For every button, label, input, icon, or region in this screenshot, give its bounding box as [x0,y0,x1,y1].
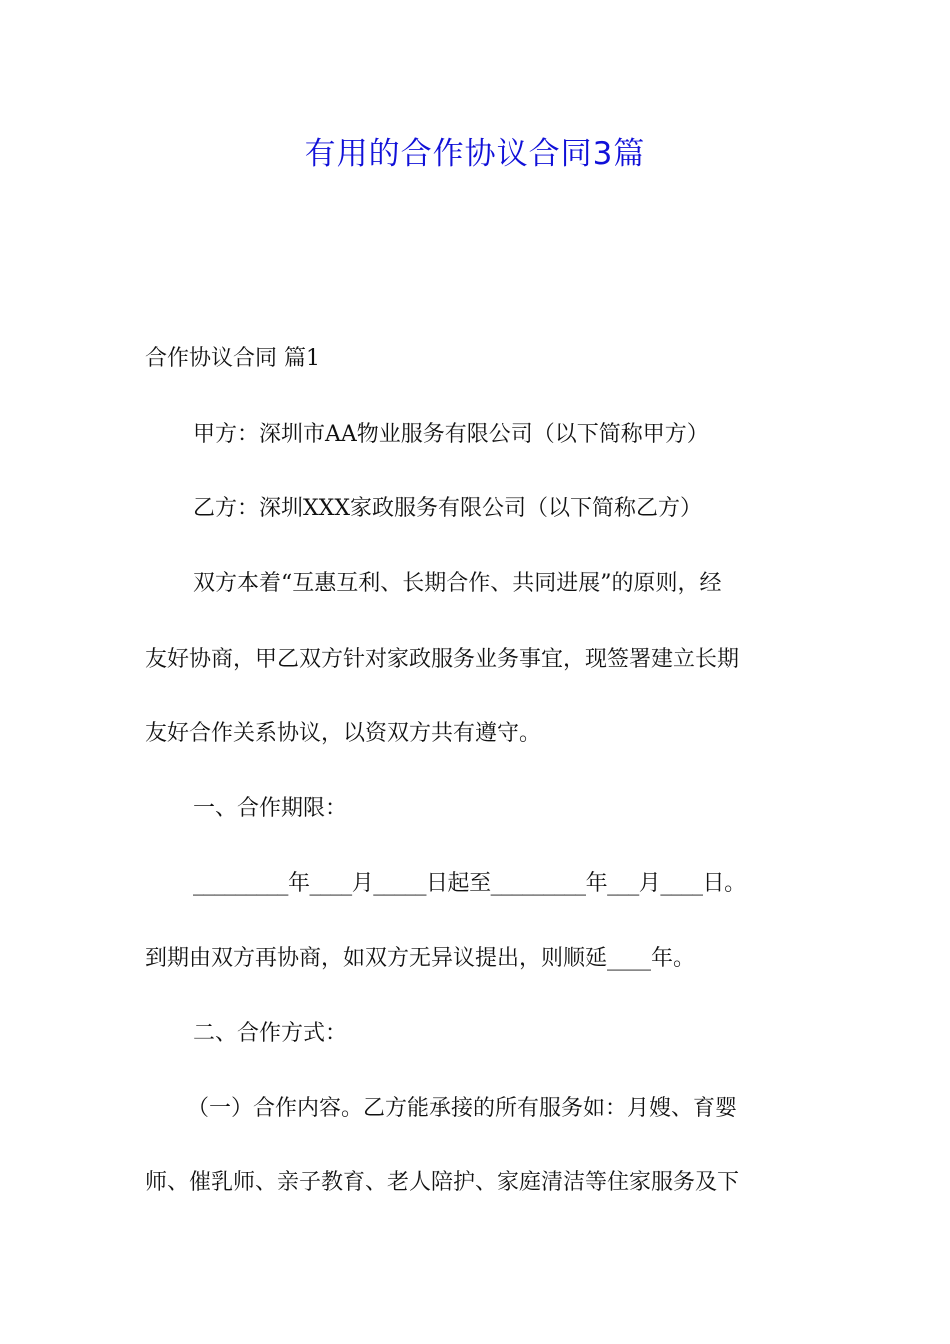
paragraph-line: 师、催乳师、亲子教育、老人陪护、家庭清洁等住家服务及下 [145,1170,740,1195]
party-b-line: 乙方：深圳XXX家政服务有限公司（以下简称乙方） [193,496,702,521]
clause-heading: 二、合作方式： [193,1021,348,1046]
date-blanks-line: _________年____月_____日起至_________年___月____日。 [193,871,746,896]
paragraph-line: （一）合作内容。乙方能承接的所有服务如：月嫂、育婴 [187,1096,738,1121]
paragraph-line: 友好合作关系协议，以资双方共有遵守。 [145,721,542,746]
paragraph-line: 友好协商，甲乙双方针对家政服务业务事宜，现签署建立长期 [145,647,740,672]
paragraph-line: 双方本着“互惠互利、长期合作、共同进展”的原则，经 [193,571,722,596]
party-a-line: 甲方：深圳市AA物业服务有限公司（以下简称甲方） [193,422,709,447]
document-title: 有用的合作协议合同3篇 [304,136,646,172]
section-heading: 合作协议合同 篇1 [145,346,320,371]
paragraph-line: 到期由双方再协商，如双方无异议提出，则顺延____年。 [145,946,696,971]
clause-heading: 一、合作期限： [193,796,348,821]
